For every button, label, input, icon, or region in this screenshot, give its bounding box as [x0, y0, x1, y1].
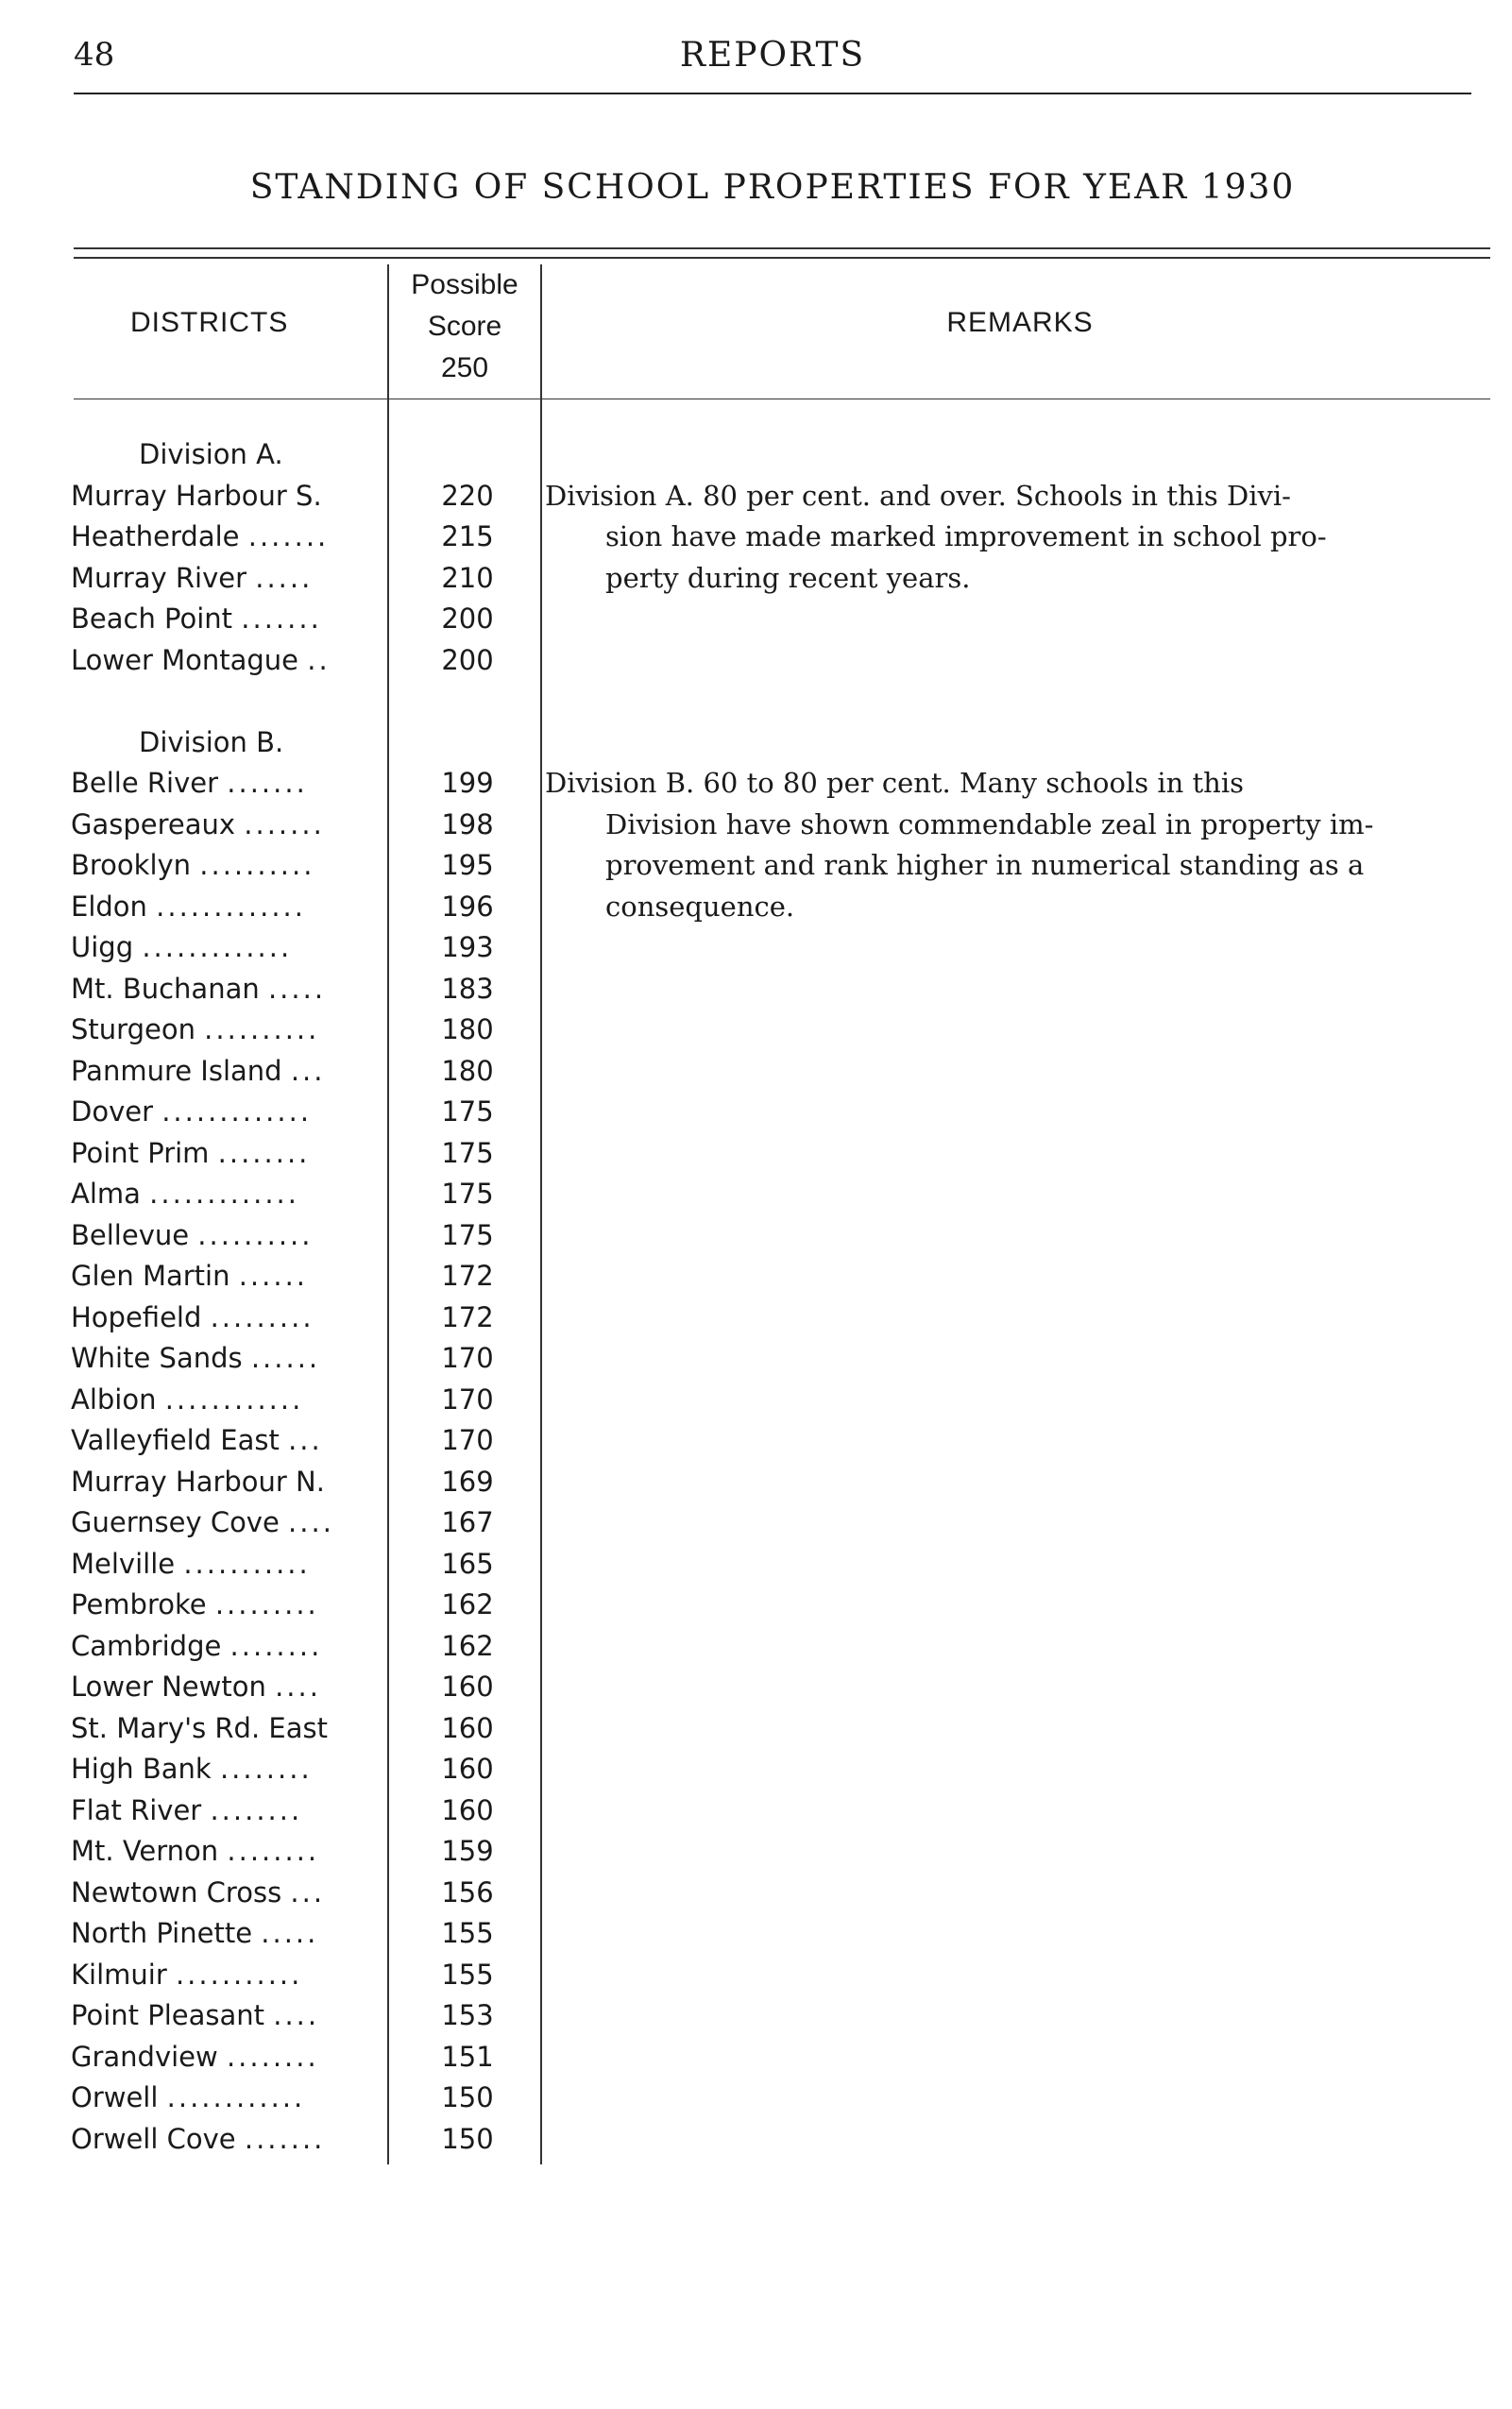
leader-dots: ........ — [227, 1835, 320, 1867]
district-name-text: Pembroke — [71, 1588, 207, 1620]
leader-dots: ...... — [238, 1260, 309, 1292]
district-name — [71, 1215, 382, 1257]
table-row — [71, 1380, 1497, 1421]
header-rule — [74, 93, 1471, 94]
table-body — [71, 434, 1497, 2160]
remark-line: consequence. — [605, 890, 795, 923]
district-score: 180 — [441, 1013, 494, 1045]
district-name — [71, 1256, 382, 1298]
district-score: 170 — [441, 1424, 494, 1456]
district-name — [71, 558, 382, 600]
district-score: 170 — [441, 1383, 494, 1416]
district-score: 162 — [441, 1588, 494, 1620]
district-name — [71, 845, 382, 887]
table-row — [71, 1462, 1497, 1503]
leader-dots: ............. — [149, 1178, 299, 1210]
remark-line: perty during recent years. — [605, 561, 971, 594]
score-header-line3: 250 — [440, 352, 489, 383]
leader-dots: ........ — [219, 1753, 313, 1785]
table-row — [71, 2078, 1497, 2119]
district-name — [71, 927, 382, 969]
district-score: 160 — [441, 1711, 494, 1744]
district-name-text: Valleyfield East — [71, 1424, 280, 1456]
district-name-text: Albion — [71, 1383, 157, 1416]
district-name — [71, 1585, 382, 1626]
district-name-text: St. Mary's Rd. East — [71, 1711, 328, 1744]
division-heading: Division B. — [139, 725, 284, 758]
table-row — [71, 1174, 1497, 1215]
district-name — [71, 2037, 382, 2078]
district-name-text: Murray Harbour S. — [71, 479, 322, 512]
district-name — [71, 1462, 382, 1503]
page-header — [74, 36, 1471, 83]
leader-dots: .... — [275, 1671, 321, 1703]
district-score: 220 — [441, 479, 494, 512]
leader-dots: .......... — [199, 849, 315, 881]
district-name — [71, 1667, 382, 1708]
table-row — [71, 1009, 1497, 1051]
district-name — [71, 1831, 382, 1873]
table-row — [71, 1051, 1497, 1093]
district-name-text: Bellevue — [71, 1218, 190, 1251]
district-name — [71, 1174, 382, 1215]
table-row — [71, 927, 1497, 969]
district-name-text: High Bank — [71, 1753, 212, 1785]
district-score: 175 — [441, 1178, 494, 1210]
district-score: 167 — [441, 1506, 494, 1538]
district-name — [71, 1502, 382, 1544]
district-score: 170 — [441, 1342, 494, 1374]
page-title: STANDING OF SCHOOL PROPERTIES FOR YEAR 1930 — [249, 168, 1296, 207]
district-name-text: Mt. Buchanan — [71, 972, 260, 1005]
district-score: 169 — [441, 1465, 494, 1498]
table-row — [71, 1955, 1497, 1996]
district-score: 150 — [441, 2081, 494, 2113]
leader-dots: ............. — [142, 931, 293, 963]
district-name — [71, 1051, 382, 1093]
district-name-text: Dover — [71, 1095, 153, 1128]
district-name-text: Orwell Cove — [71, 2122, 236, 2155]
table-row — [71, 1420, 1497, 1462]
table-row — [71, 1298, 1497, 1339]
district-name-text: Point Prim — [71, 1136, 210, 1169]
leader-dots: ... — [288, 1424, 323, 1456]
table-row — [71, 1913, 1497, 1955]
district-score: 180 — [441, 1054, 494, 1087]
leader-dots: ... — [290, 1054, 326, 1087]
district-name-text: Alma — [71, 1178, 141, 1210]
leader-dots: ......... — [214, 1588, 319, 1620]
column-header-remarks: REMARKS — [946, 307, 1094, 338]
district-name — [71, 1544, 382, 1586]
table-row — [71, 1667, 1497, 1708]
leader-dots: ............ — [164, 1383, 304, 1416]
score-header-line1: Possible — [411, 269, 518, 300]
leader-dots: ..... — [267, 972, 327, 1005]
district-score: 172 — [441, 1300, 494, 1333]
table-top-rule — [74, 247, 1490, 249]
district-name-text: White Sands — [71, 1342, 243, 1374]
leader-dots: ............. — [161, 1095, 313, 1128]
district-name-text: Hopefield — [71, 1300, 202, 1333]
table-row — [71, 1749, 1497, 1790]
table-row — [71, 2037, 1497, 2078]
remark-line: Division have shown commendable zeal in property im- — [605, 807, 1374, 840]
leader-dots: ........... — [183, 1547, 311, 1580]
table-row — [71, 1708, 1497, 1750]
table-row — [71, 1544, 1497, 1586]
table-row — [71, 1256, 1497, 1298]
table-row — [71, 1995, 1497, 2037]
district-name — [71, 1338, 382, 1380]
district-name-text: Orwell — [71, 2081, 159, 2113]
leader-dots: ........ — [217, 1136, 311, 1169]
district-score: 175 — [441, 1136, 494, 1169]
district-name-text: Belle River — [71, 767, 219, 799]
district-score: 172 — [441, 1260, 494, 1292]
division-remark — [545, 763, 1512, 927]
district-score: 175 — [441, 1218, 494, 1251]
table-row — [71, 1215, 1497, 1257]
table-row — [71, 969, 1497, 1010]
leader-dots: ............. — [156, 890, 306, 923]
district-name-text: Mt. Vernon — [71, 1835, 219, 1867]
leader-dots: .. — [307, 643, 331, 676]
running-head: REPORTS — [679, 36, 866, 75]
district-name-text: Lower Newton — [71, 1671, 266, 1703]
table-row — [71, 1873, 1497, 1914]
district-name — [71, 2119, 382, 2161]
district-name — [71, 599, 382, 640]
table-row — [71, 1790, 1497, 1832]
leader-dots: ....... — [247, 520, 330, 552]
leader-dots: ........ — [229, 1629, 323, 1662]
page-number: 48 — [74, 36, 115, 74]
leader-dots: ....... — [244, 2122, 326, 2155]
district-name — [71, 1420, 382, 1462]
district-score: 155 — [441, 1958, 494, 1991]
district-score: 160 — [441, 1793, 494, 1826]
table-row — [71, 1133, 1497, 1175]
district-name — [71, 517, 382, 558]
table-row — [71, 1831, 1497, 1873]
district-score: 200 — [441, 643, 494, 676]
leader-dots: ..... — [261, 1917, 319, 1949]
district-name — [71, 1913, 382, 1955]
district-score: 165 — [441, 1547, 494, 1580]
table-row — [71, 1092, 1497, 1133]
district-score: 183 — [441, 972, 494, 1005]
district-name-text: North Pinette — [71, 1917, 253, 1949]
district-name-text: Newtown Cross — [71, 1875, 282, 1909]
district-score: 199 — [441, 767, 494, 799]
leader-dots: ......... — [210, 1300, 314, 1333]
district-name — [71, 1749, 382, 1790]
district-name — [71, 763, 382, 805]
district-name — [71, 1873, 382, 1914]
district-name-text: Gaspereaux — [71, 807, 236, 840]
district-score: 151 — [441, 2040, 494, 2073]
district-name-text: Kilmuir — [71, 1958, 167, 1991]
district-name — [71, 1790, 382, 1832]
leader-dots: .......... — [197, 1218, 314, 1251]
district-name-text: Eldon — [71, 890, 147, 923]
district-name — [71, 476, 382, 517]
district-name-text: Melville — [71, 1547, 176, 1580]
leader-dots: ............ — [166, 2081, 306, 2113]
district-name-text: Flat River — [71, 1793, 202, 1826]
district-score: 159 — [441, 1835, 494, 1867]
district-score: 198 — [441, 807, 494, 840]
leader-dots: ........ — [210, 1793, 303, 1826]
table-row — [71, 1502, 1497, 1544]
leader-dots: ...... — [250, 1342, 321, 1374]
district-name — [71, 1380, 382, 1421]
leader-dots: .... — [273, 1999, 320, 2031]
leader-dots: ........ — [226, 2040, 319, 2073]
district-score: 175 — [441, 1095, 494, 1128]
district-score: 155 — [441, 1917, 494, 1949]
district-name-text: Panmure Island — [71, 1054, 282, 1087]
district-score: 160 — [441, 1753, 494, 1785]
table-row — [71, 599, 1497, 640]
district-name — [71, 1009, 382, 1051]
leader-dots: ..... — [255, 561, 314, 594]
district-score: 196 — [441, 890, 494, 923]
district-name — [71, 1092, 382, 1133]
district-score: 195 — [441, 849, 494, 881]
district-name-text: Glen Martin — [71, 1260, 230, 1292]
table-row — [71, 640, 1497, 682]
district-name-text: Point Pleasant — [71, 1999, 265, 2031]
district-score: 156 — [441, 1875, 494, 1909]
district-name — [71, 1298, 382, 1339]
district-name — [71, 1708, 382, 1750]
remark-line: Division B. 60 to 80 per cent. Many schools in this — [545, 767, 1245, 799]
remark-line: sion have made marked improvement in school pro- — [605, 520, 1327, 552]
district-name — [71, 887, 382, 928]
district-name-text: Murray Harbour N. — [71, 1465, 325, 1498]
district-name-text: Brooklyn — [71, 849, 192, 881]
district-name-text: Lower Montague — [71, 643, 299, 676]
district-name — [71, 1995, 382, 2037]
district-name-text: Heatherdale — [71, 520, 240, 552]
leader-dots: ... — [290, 1875, 326, 1909]
remark-line: Division A. 80 per cent. and over. Schools in this Divi- — [545, 479, 1291, 512]
leader-dots: .......... — [204, 1013, 320, 1045]
leader-dots: ....... — [244, 807, 325, 840]
district-score: 210 — [441, 561, 494, 594]
column-header-score — [391, 264, 538, 389]
leader-dots: .... — [288, 1506, 334, 1538]
table-row — [71, 1626, 1497, 1668]
district-score: 200 — [441, 602, 494, 635]
table-row — [71, 1338, 1497, 1380]
district-name-text: Guernsey Cove — [71, 1506, 280, 1538]
leader-dots: ........... — [175, 1958, 303, 1991]
district-name-text: Beach Point — [71, 602, 233, 635]
district-score: 162 — [441, 1629, 494, 1662]
district-name — [71, 969, 382, 1010]
district-score: 160 — [441, 1671, 494, 1703]
division-spacer — [71, 681, 1497, 722]
table-top-rule-inner — [74, 257, 1490, 259]
district-name — [71, 1626, 382, 1668]
division-remark — [545, 476, 1512, 600]
district-name — [71, 805, 382, 846]
remark-line: provement and rank higher in numerical standing as a — [605, 849, 1365, 881]
leader-dots: ....... — [227, 767, 308, 799]
division-heading: Division A. — [139, 438, 283, 470]
district-name-text: Uigg — [71, 931, 134, 963]
district-name — [71, 640, 382, 682]
district-name — [71, 1133, 382, 1175]
district-score: 150 — [441, 2122, 494, 2155]
district-name — [71, 1955, 382, 1996]
column-header-districts: DISTRICTS — [130, 307, 289, 338]
district-score: 215 — [441, 520, 494, 552]
table-row — [71, 1585, 1497, 1626]
district-name-text: Sturgeon — [71, 1013, 195, 1045]
table-row — [71, 2119, 1497, 2161]
district-name — [71, 2078, 382, 2119]
district-score: 153 — [441, 1999, 494, 2031]
district-score: 193 — [441, 931, 494, 963]
leader-dots: ....... — [241, 602, 322, 635]
district-name-text: Grandview — [71, 2040, 218, 2073]
district-name-text: Murray River — [71, 561, 247, 594]
score-header-line2: Score — [427, 311, 502, 342]
district-name-text: Cambridge — [71, 1629, 222, 1662]
